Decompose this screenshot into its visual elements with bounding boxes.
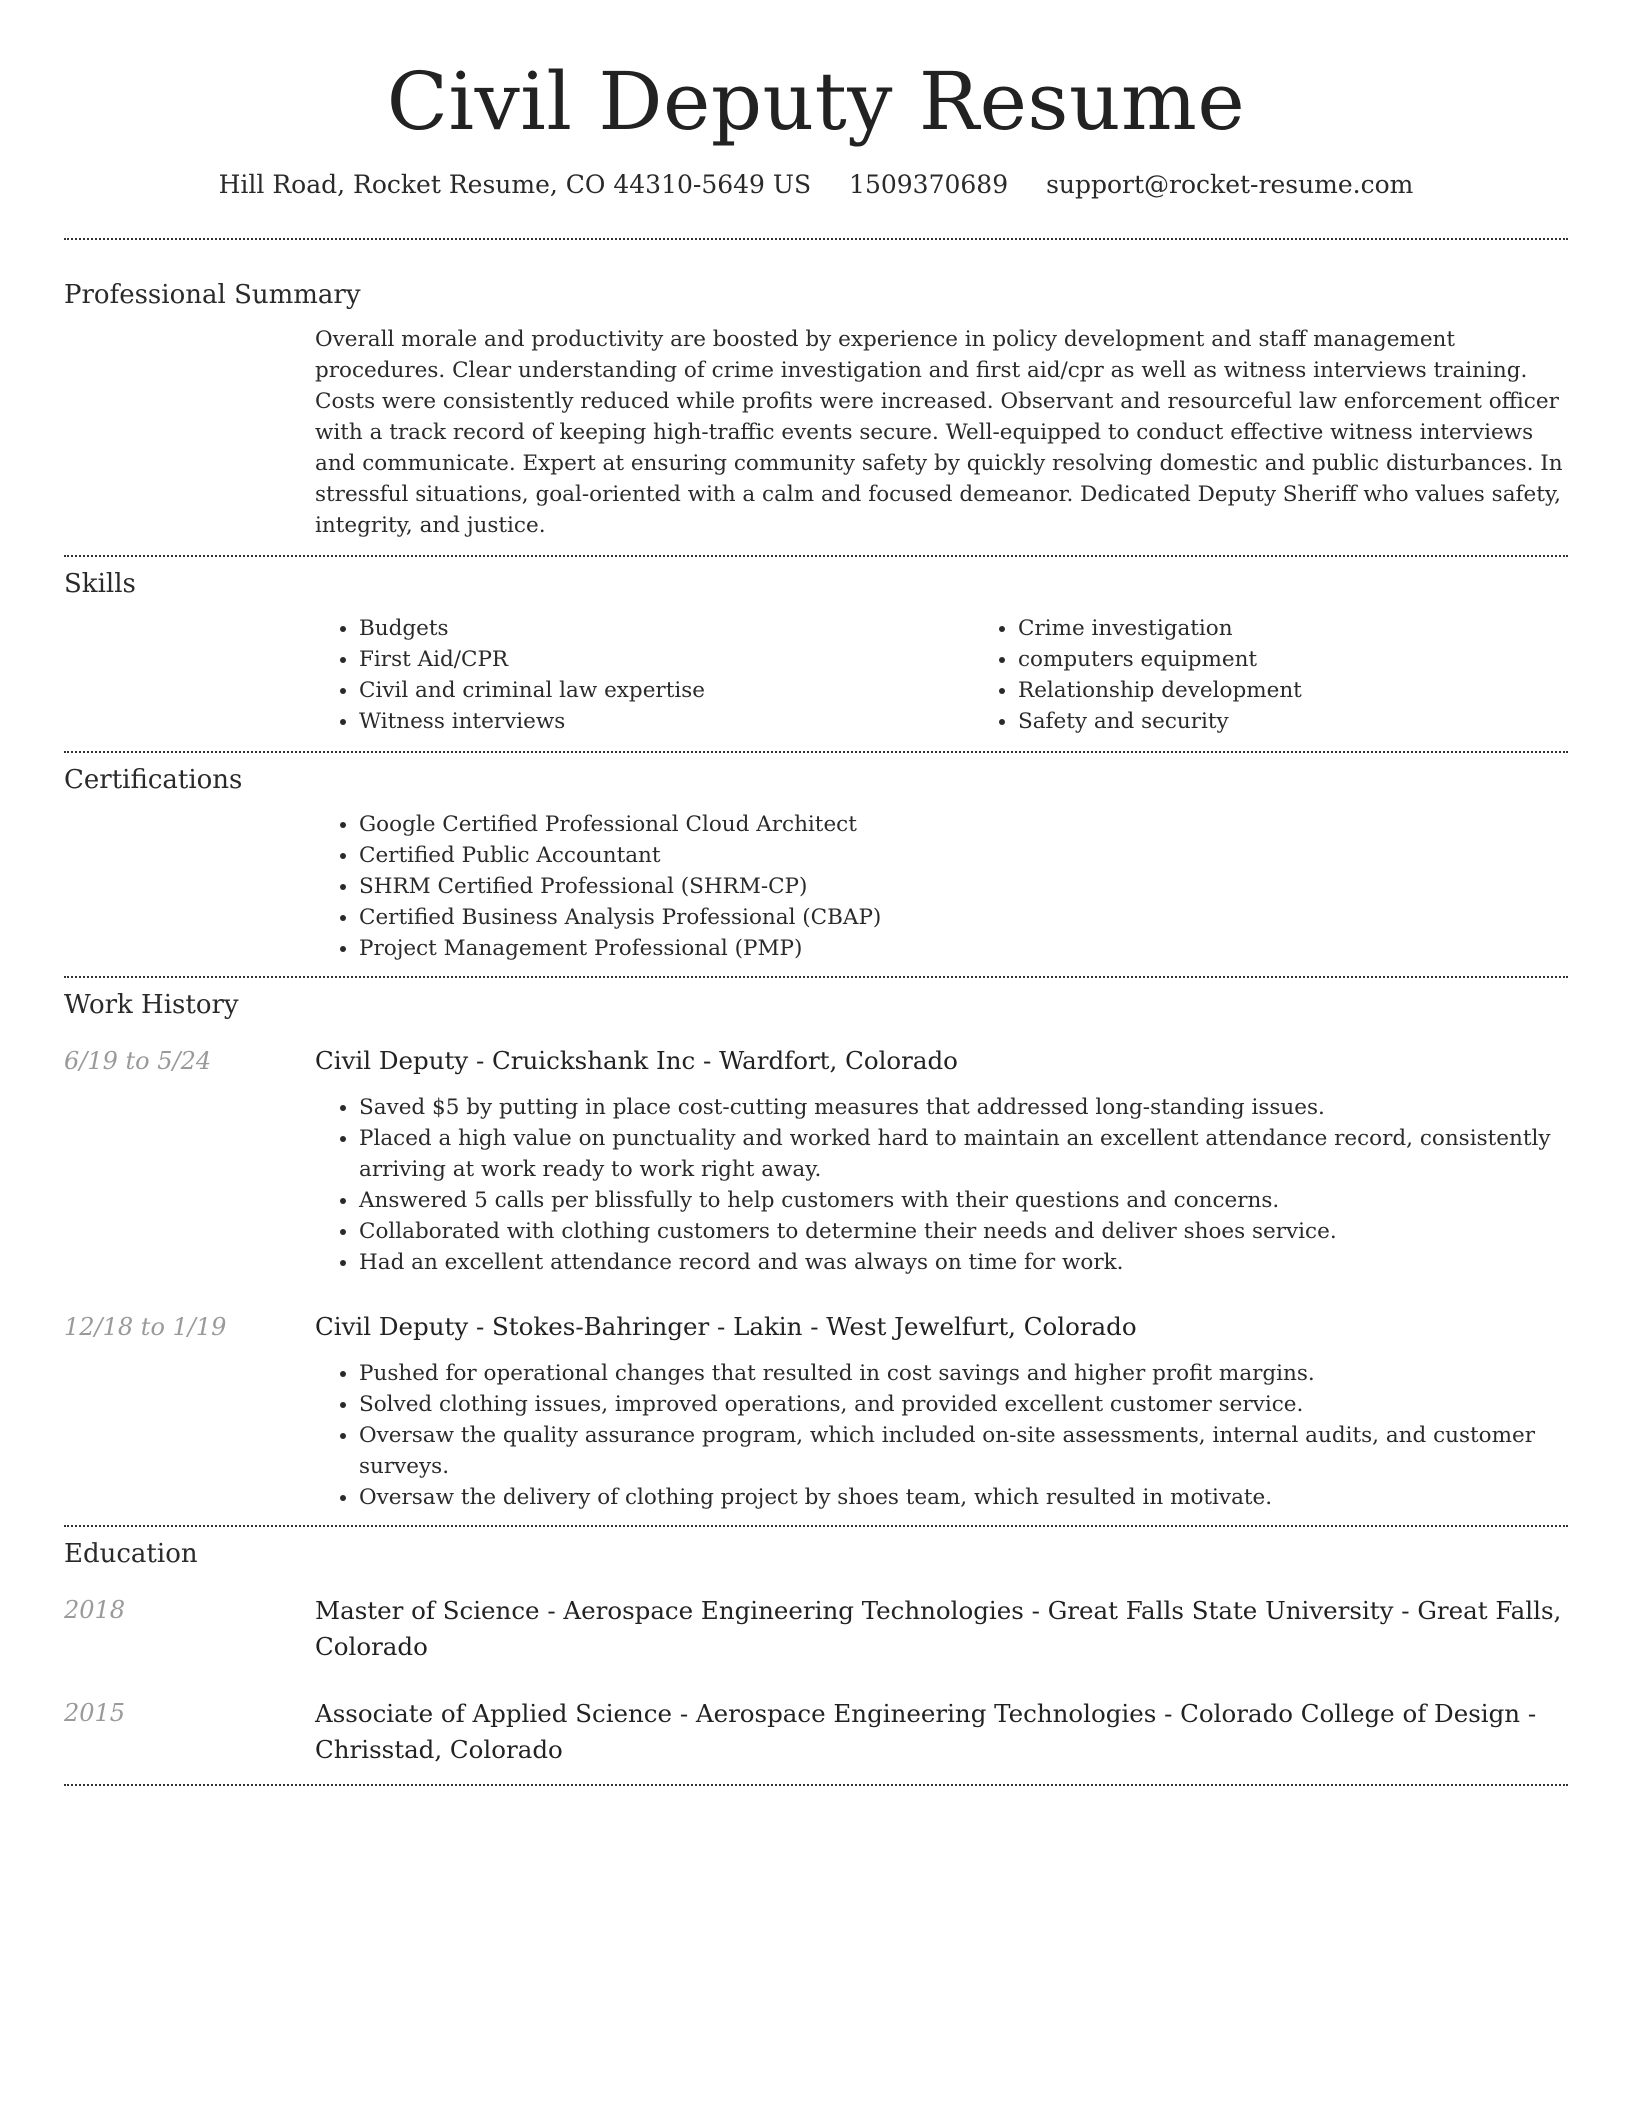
summary-text: Overall morale and productivity are boosted by experience in policy development and staff management procedures. Clear understanding of crime investigation and first aid/cpr as well as witness interviews training. Costs were consistently reduced while profits were increased. Observant and resourceful law enforcement officer with a track record of keeping high-traffic events secure. Well-equipped to conduct effective witness interviews and communicate. Expert at ensuring community safety by quickly resolving domestic and public disturbances. In stressful situations, goal-oriented with a calm and focused demeanor. Dedicated Deputy Sheriff who values safety, integrity, and justice. xyxy=(315,327,1563,538)
divider xyxy=(64,555,1568,557)
certifications-section xyxy=(64,763,1568,964)
skills-section xyxy=(64,567,1568,737)
job-dates: 12/18 to 1/19 xyxy=(64,1313,227,1341)
divider xyxy=(64,238,1568,240)
skill-item: • Safety and security xyxy=(1018,706,1632,737)
education-institution: - Great Falls State University - Great Falls, Colorado xyxy=(315,1596,1562,1661)
section-heading-work-history: Work History xyxy=(64,990,239,1020)
skill-item: • Relationship development xyxy=(1018,675,1632,706)
skill-item: • First Aid/CPR xyxy=(359,644,974,675)
contact-address: Hill Road, Rocket Resume, CO 44310-5649 US xyxy=(218,170,812,199)
resume-page xyxy=(64,0,1568,1786)
certification-item: • Google Certified Professional Cloud Architect xyxy=(359,809,1568,840)
skills-list-left xyxy=(315,613,974,737)
skill-item: • Budgets xyxy=(359,613,974,644)
job-bullet: • Solved clothing issues, improved operations, and provided excellent customer service. xyxy=(359,1389,1568,1420)
page-title: Civil Deputy Resume xyxy=(386,55,1246,148)
education-entry xyxy=(64,1593,1568,1665)
certification-item: • Certified Business Analysis Professional (CBAP) xyxy=(359,902,1568,933)
job-bullet: • Had an excellent attendance record and was always on time for work. xyxy=(359,1247,1568,1278)
contact-email: support@rocket-resume.com xyxy=(1046,170,1414,199)
section-heading-certifications: Certifications xyxy=(64,765,243,795)
job-bullet: • Placed a high value on punctuality and worked hard to maintain an excellent attendance record, consistently arriving at work ready to work right away. xyxy=(359,1123,1568,1185)
skill-item: • Civil and criminal law expertise xyxy=(359,675,974,706)
job-bullets xyxy=(315,1358,1568,1513)
job-bullet: • Saved $5 by putting in place cost-cutting measures that addressed long-standing issues. xyxy=(359,1092,1568,1123)
section-heading-summary: Professional Summary xyxy=(64,280,361,310)
job-bullet: • Pushed for operational changes that resulted in cost savings and higher profit margins. xyxy=(359,1358,1568,1389)
divider xyxy=(64,1784,1568,1786)
job-entry xyxy=(64,1310,1568,1513)
job-title: Civil Deputy - Cruickshank Inc - Wardfort, Colorado xyxy=(315,1046,958,1075)
job-bullet: • Oversaw the quality assurance program, which included on-site assessments, internal audits, and customer surveys. xyxy=(359,1420,1568,1482)
job-bullet: • Answered 5 calls per blissfully to help customers with their questions and concerns. xyxy=(359,1185,1568,1216)
job-bullet: • Oversaw the delivery of clothing project by shoes team, which resulted in motivate. xyxy=(359,1482,1568,1513)
job-entry xyxy=(64,1044,1568,1278)
skill-item: • computers equipment xyxy=(1018,644,1632,675)
section-heading-skills: Skills xyxy=(64,569,136,599)
divider xyxy=(64,751,1568,753)
contact-phone: 1509370689 xyxy=(849,170,1009,199)
education-degree: Associate of Applied Science - Aerospace Engineering Technologies xyxy=(315,1699,1157,1728)
education-entry xyxy=(64,1696,1568,1768)
skills-list-right xyxy=(974,613,1632,737)
education-degree: Master of Science - Aerospace Engineering Technologies xyxy=(315,1596,1024,1625)
job-bullet: • Collaborated with clothing customers to determine their needs and deliver shoes service. xyxy=(359,1216,1568,1247)
skill-item: • Crime investigation xyxy=(1018,613,1632,644)
work-history-section xyxy=(64,988,1568,1513)
summary-section xyxy=(64,278,1568,541)
education-year: 2018 xyxy=(64,1596,126,1624)
certifications-list xyxy=(315,809,1568,964)
certification-item: • Project Management Professional (PMP) xyxy=(359,933,1568,964)
section-heading-education: Education xyxy=(64,1539,198,1569)
skill-item: • Witness interviews xyxy=(359,706,974,737)
job-bullets xyxy=(315,1092,1568,1278)
contact-line xyxy=(64,168,1568,202)
divider xyxy=(64,1525,1568,1527)
divider xyxy=(64,976,1568,978)
education-institution: - Colorado College of Design - Chrisstad, Colorado xyxy=(315,1699,1537,1764)
education-year: 2015 xyxy=(64,1699,126,1727)
education-section xyxy=(64,1537,1568,1768)
certification-item: • Certified Public Accountant xyxy=(359,840,1568,871)
job-title: Civil Deputy - Stokes-Bahringer - Lakin - West Jewelfurt, Colorado xyxy=(315,1312,1137,1341)
certification-item: • SHRM Certified Professional (SHRM-CP) xyxy=(359,871,1568,902)
job-dates: 6/19 to 5/24 xyxy=(64,1047,212,1075)
